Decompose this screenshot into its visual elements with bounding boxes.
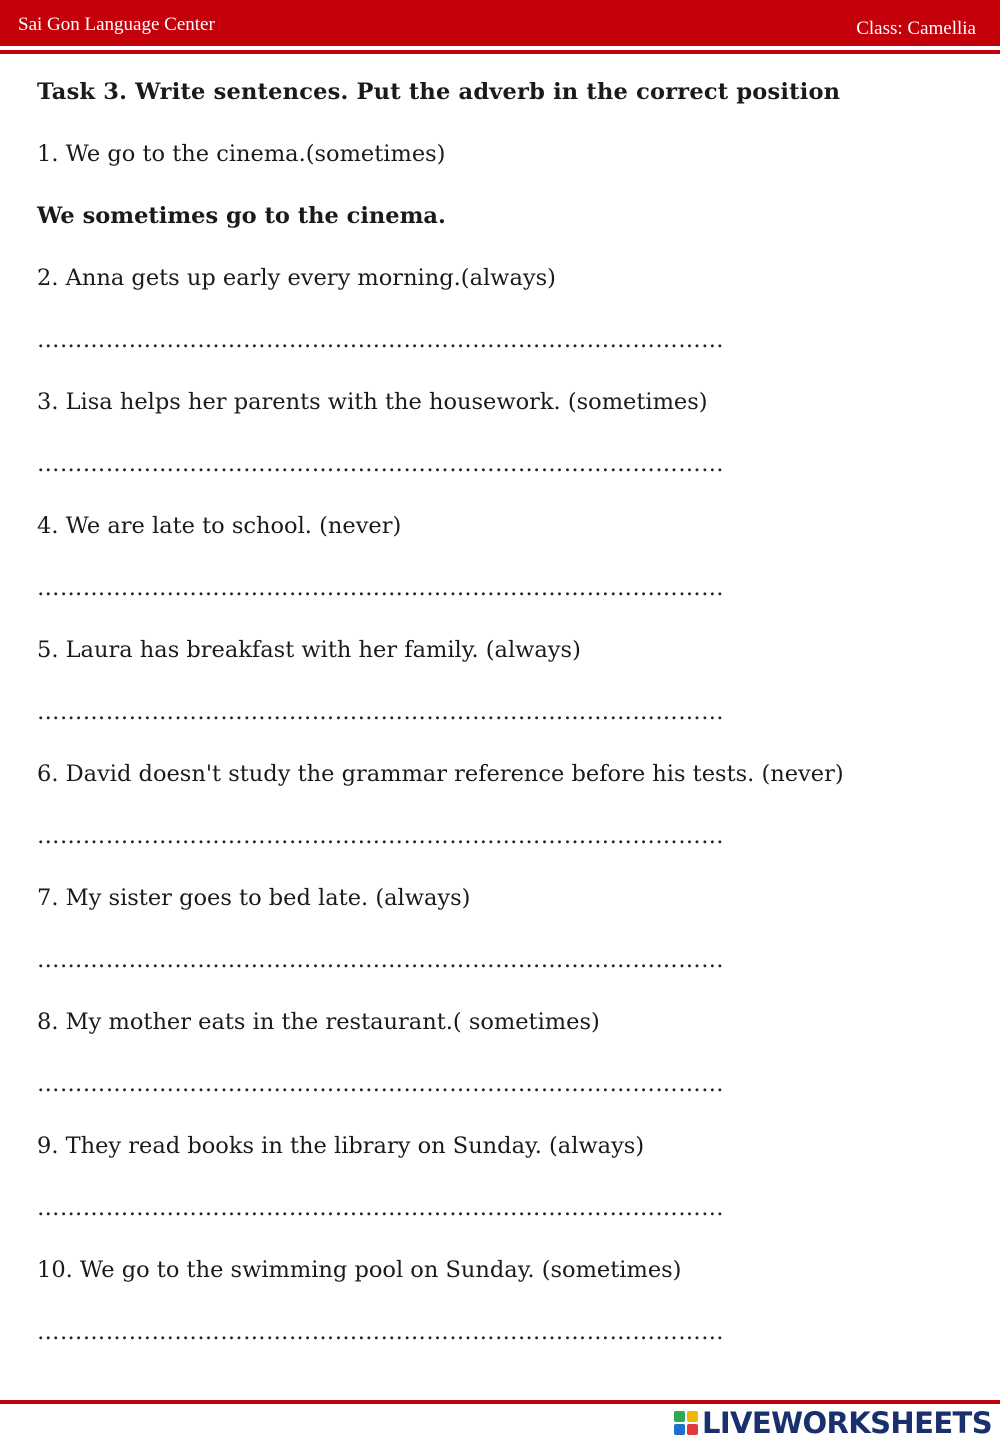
worksheet-content	[37, 72, 977, 1374]
answer-line-4[interactable]: ………………………………………………………………………………	[37, 575, 724, 601]
liveworksheets-logo[interactable]	[674, 1406, 992, 1440]
class-name: Class: Camellia	[856, 18, 976, 39]
question-5: 5. Laura has breakfast with her family. (always)	[37, 637, 581, 663]
answer-line-6[interactable]: ………………………………………………………………………………	[37, 823, 724, 849]
answer-line-10[interactable]: ………………………………………………………………………………	[37, 1319, 724, 1345]
question-4: 4. We are late to school. (never)	[37, 513, 402, 539]
answer-line-2[interactable]: ………………………………………………………………………………	[37, 327, 724, 353]
center-name: Sai Gon Language Center	[18, 14, 215, 35]
question-8: 8. My mother eats in the restaurant.( sometimes)	[37, 1009, 600, 1035]
logo-text: LIVEWORKSHEETS	[701, 1406, 992, 1440]
answer-line-5[interactable]: ………………………………………………………………………………	[37, 699, 724, 725]
question-2: 2. Anna gets up early every morning.(always)	[37, 265, 556, 291]
answer-line-7[interactable]: ………………………………………………………………………………	[37, 947, 724, 973]
liveworksheets-logo-icon	[674, 1411, 698, 1435]
question-3: 3. Lisa helps her parents with the housework. (sometimes)	[37, 389, 708, 415]
example-answer: We sometimes go to the cinema.	[37, 203, 446, 229]
task-title: Task 3. Write sentences. Put the adverb in the correct position	[37, 79, 841, 105]
question-7: 7. My sister goes to bed late. (always)	[37, 885, 471, 911]
question-9: 9. They read books in the library on Sunday. (always)	[37, 1133, 645, 1159]
question-6: 6. David doesn't study the grammar reference before his tests. (never)	[37, 761, 844, 787]
example-question: 1. We go to the cinema.(sometimes)	[37, 141, 446, 167]
answer-line-3[interactable]: ………………………………………………………………………………	[37, 451, 724, 477]
footer-divider	[0, 1400, 1000, 1404]
header-bar	[0, 0, 1000, 46]
header-divider	[0, 50, 1000, 54]
question-10: 10. We go to the swimming pool on Sunday. (sometimes)	[37, 1257, 682, 1283]
answer-line-9[interactable]: ………………………………………………………………………………	[37, 1195, 724, 1221]
answer-line-8[interactable]: ………………………………………………………………………………	[37, 1071, 724, 1097]
